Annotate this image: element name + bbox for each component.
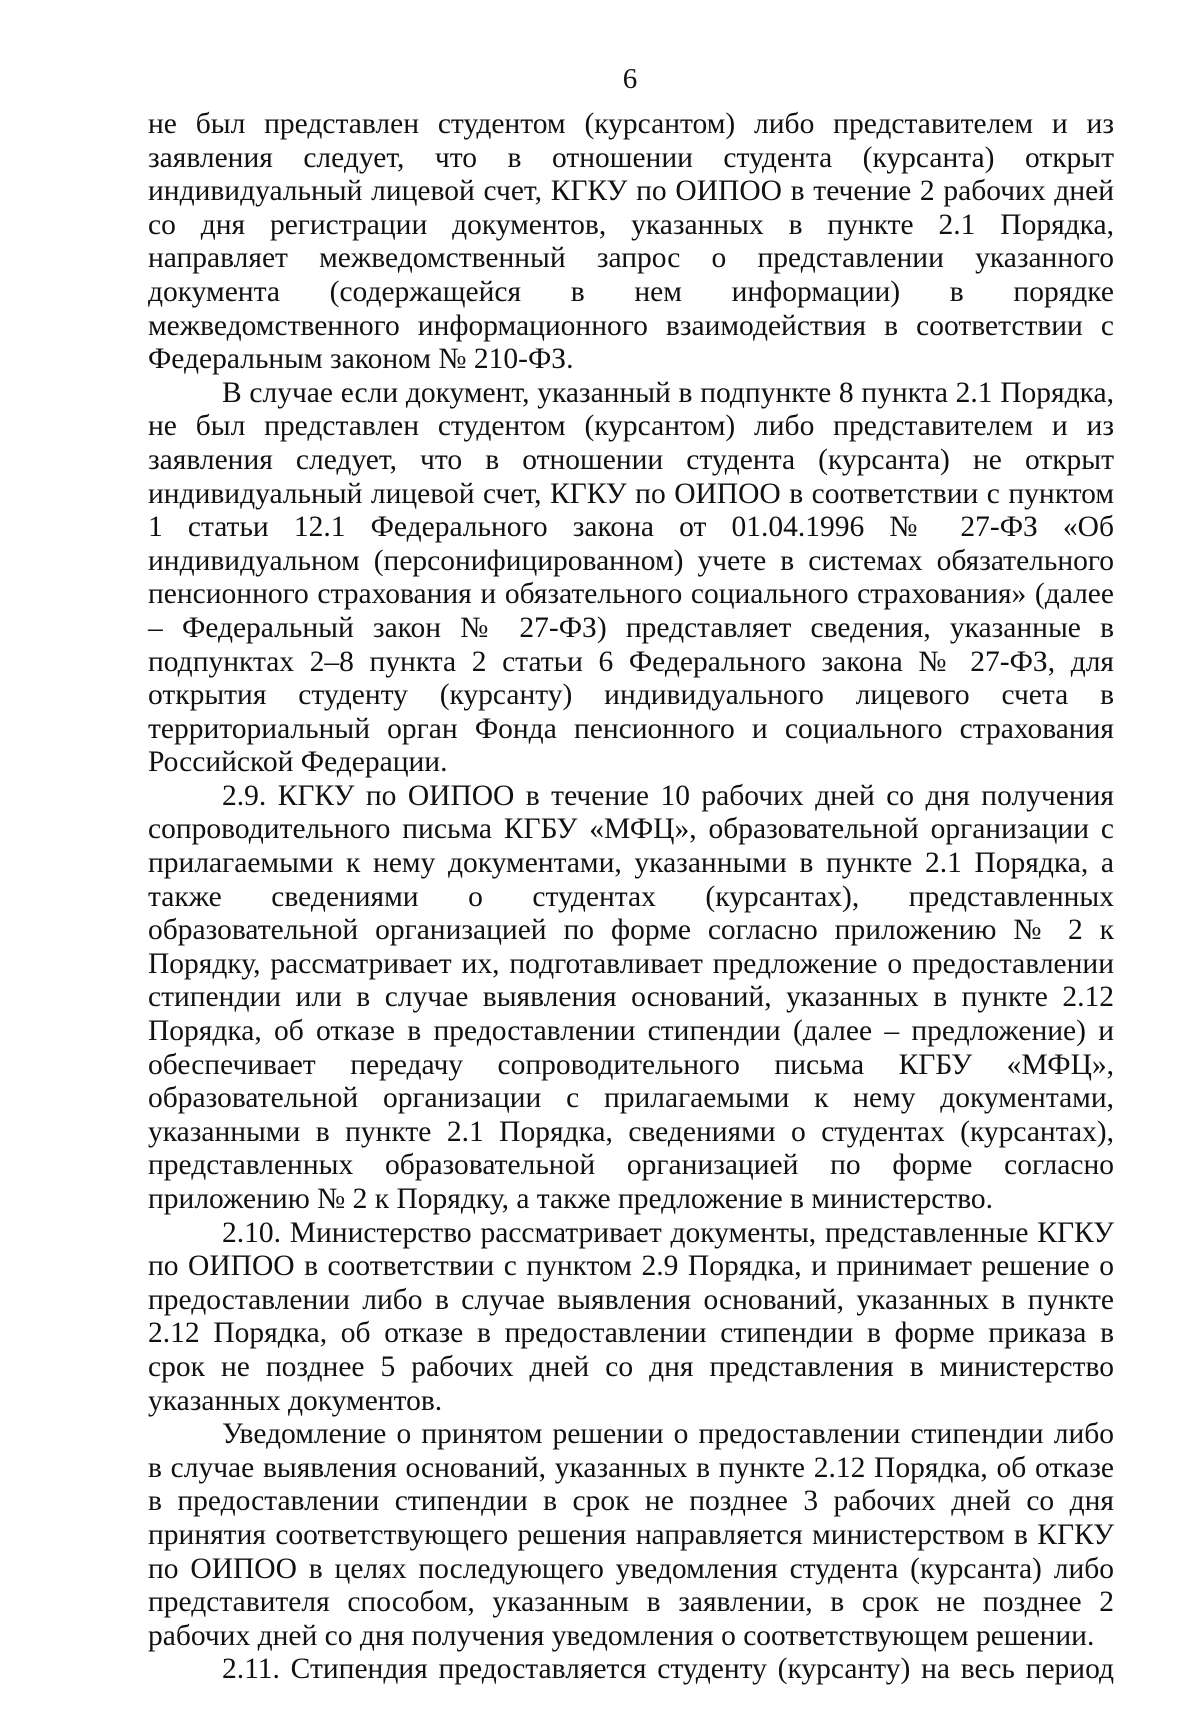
paragraph-notification: Уведомление о принятом решении о предоставлении стипендии либо в случае выявления оснований, указанных в пункте 2.12 Порядка, об отказе в предоставлении стипендии в срок не позднее 3 рабочих дней со дня принятия соответствующего решения направляется министерством в КГКУ по ОИПОО в целях последующего уведомления студента (курсанта) либо представителя способом, указанным в заявлении, в срок не позднее 2 рабочих дней со дня получения уведомления о соответствующем решении.	[148, 1418, 1114, 1652]
page-number: 6	[622, 63, 638, 95]
paragraph-2-10: 2.10. Министерство рассматривает документы, представленные КГКУ по ОИПОО в соответствии с пунктом 2.9 Порядка, и принимает решение о предоставлении либо в случае выявления оснований, указанных в пункте 2.12 Порядка, об отказе в предоставлении стипендии в форме приказа в срок не позднее 5 рабочих дней со дня представления в министерство указанных документов.	[148, 1216, 1114, 1417]
paragraph-2-9: 2.9. КГКУ по ОИПОО в течение 10 рабочих дней со дня получения сопроводительного письма КГБУ «МФЦ», образовательной организации с прилагаемыми к нему документами, указанными в пункте 2.1 Порядка, а также сведениями о студентах (курсантах), представленных образовательной организацией по форме согласно приложению № 2 к Порядку, рассматривает их, подготавливает предложение о предоставлении стипендии или в случае выявления оснований, указанных в пункте 2.12 Порядка, об отказе в предоставлении стипендии (далее – предложение) и обеспечивает передачу сопроводительного письма КГБУ «МФЦ», образовательной организации с прилагаемыми к нему документами, указанными в пункте 2.1 Порядка, сведениями о студентах (курсантах), представленных образовательной организацией по форме согласно приложению № 2 к Порядку, а также предложение в министерство.	[148, 779, 1114, 1215]
paragraph-continuation: не был представлен студентом (курсантом) либо представителем и из заявления следует, что в отношении студента (курсанта) открыт индивидуальный лицевой счет, КГКУ по ОИПОО в течение 2 рабочих дней со дня регистрации документов, указанных в пункте 2.1 Порядка, направляет межведомственный запрос о представлении указанного документа (содержащейся в нем информации) в порядке межведомственного информационного взаимодействия в соответствии с Федеральным законом № 210-ФЗ.	[148, 108, 1114, 376]
paragraph-account-not-opened: В случае если документ, указанный в подпункте 8 пункта 2.1 Порядка, не был представлен студентом (курсантом) либо представителем и из заявления следует, что в отношении студента (курсанта) не открыт индивидуальный лицевой счет, КГКУ по ОИПОО в соответствии с пунктом 1 статьи 12.1 Федерального закона от 01.04.1996 № 27-ФЗ «Об индивидуальном (персонифицированном) учете в системах обязательного пенсионного страхования и обязательного социального страхования» (далее – Федеральный закон № 27-ФЗ) представляет сведения, указанные в подпунктах 2–8 пункта 2 статьи 6 Федерального закона № 27-ФЗ, для открытия студенту (курсанту) индивидуального лицевого счета в территориальный орган Фонда пенсионного и социального страхования Российской Федерации.	[148, 376, 1114, 779]
paragraph-2-11: 2.11. Стипендия предоставляется студенту (курсанту) на весь период	[222, 1653, 1114, 1686]
document-body	[148, 108, 1114, 1687]
